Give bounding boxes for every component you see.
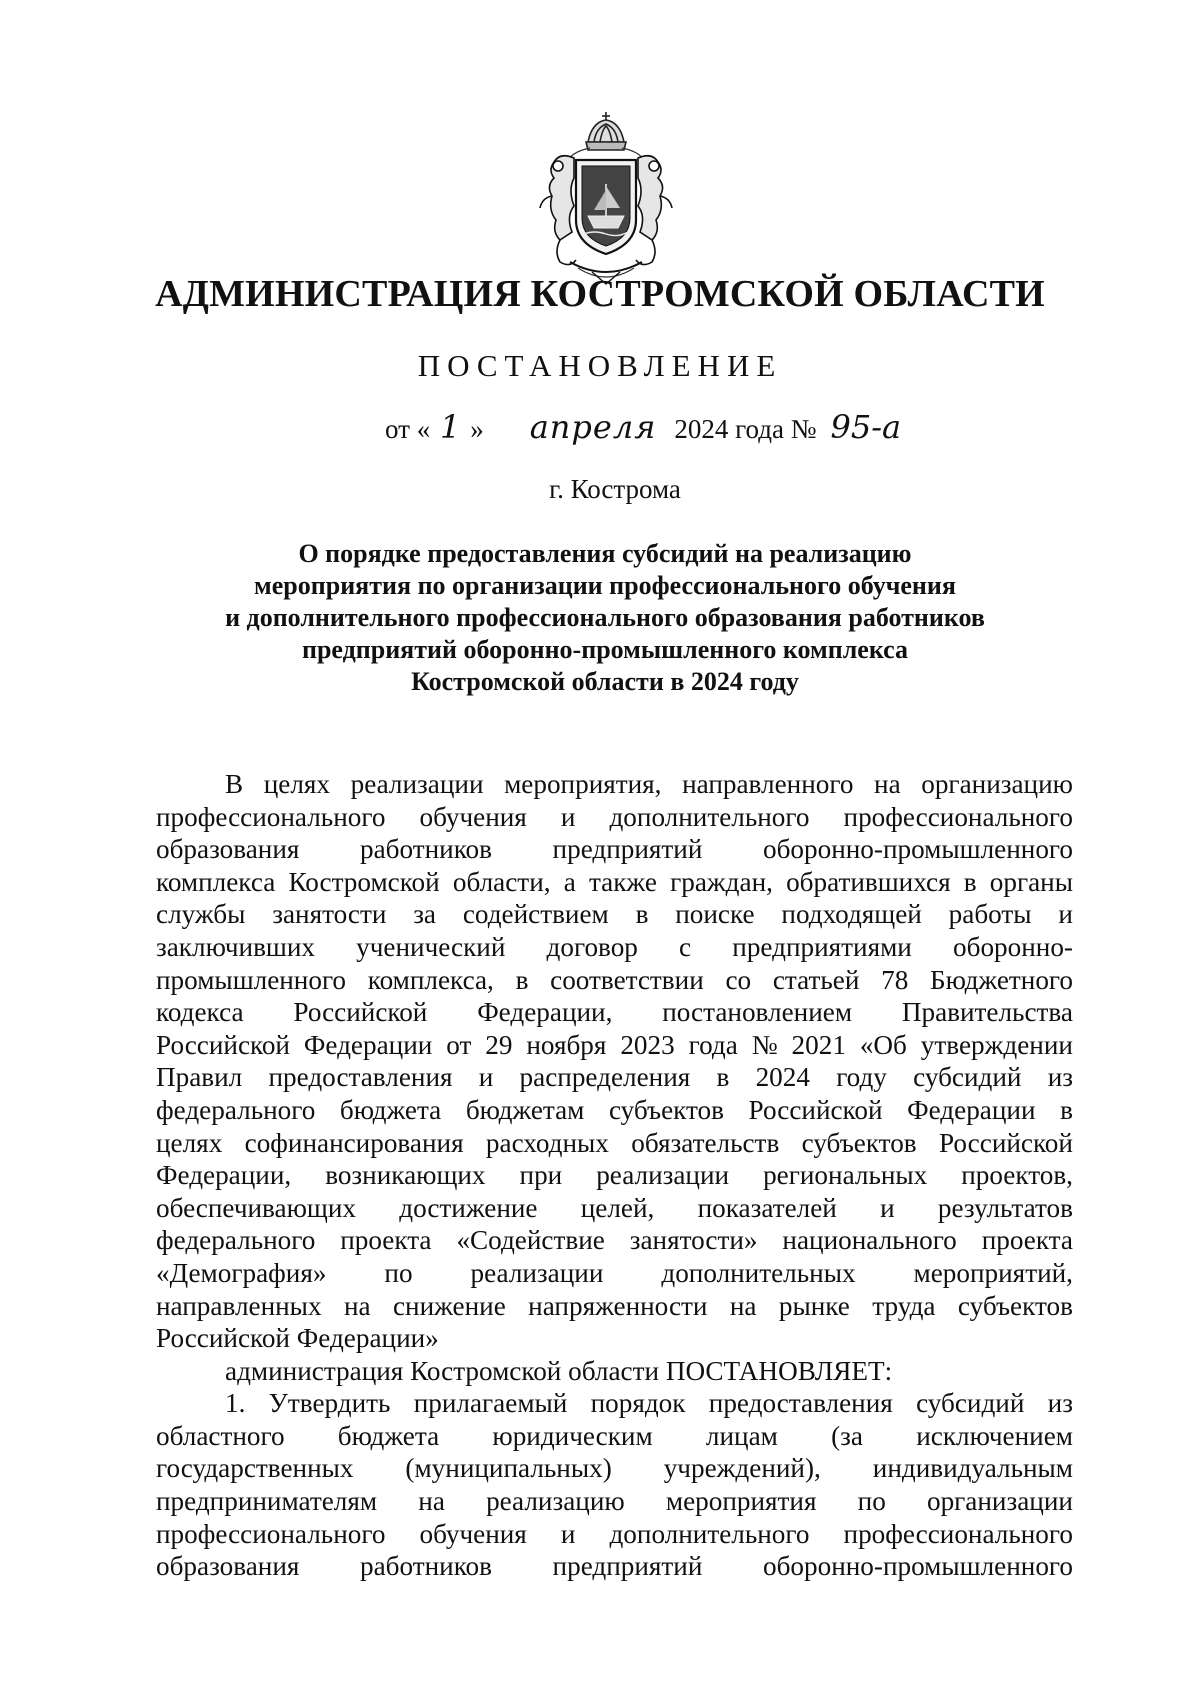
body-word: бюджетам — [465, 1094, 585, 1125]
body-line — [156, 1518, 1073, 1551]
body-line — [156, 898, 1073, 931]
body-word: области, — [452, 866, 551, 897]
body-word: предоставления — [708, 1388, 893, 1419]
kostroma-coat-of-arms-icon — [530, 112, 682, 288]
body-word: реализации — [470, 1257, 604, 1288]
body-word: направленного — [682, 769, 854, 799]
body-word: Российской — [156, 1029, 290, 1060]
body-word: работников — [360, 834, 492, 865]
body-word: дополнительного — [609, 801, 810, 832]
body-word: предприятиями — [732, 931, 912, 962]
body-word: «Демография» — [156, 1257, 327, 1288]
body-word: проекта — [340, 1225, 432, 1256]
body-line — [156, 964, 1073, 997]
date-close-quote: » — [470, 414, 484, 444]
body-line — [156, 996, 1073, 1029]
body-word: бюджета — [339, 1094, 442, 1125]
body-word: оборонно-промышленного — [763, 1551, 1073, 1582]
body-word: предпринимателям — [156, 1486, 378, 1517]
date-prefix: от « — [385, 414, 431, 444]
body-word: субъектов — [801, 1127, 917, 1158]
body-word: в — [963, 866, 977, 897]
body-word: профессионального — [156, 801, 386, 832]
body-word: Федерации, — [156, 1160, 292, 1191]
body-word: реализации — [350, 769, 484, 799]
handwritten-document-number: 95-а — [830, 408, 902, 446]
title-line: Костромской области в 2024 году — [411, 667, 799, 696]
body-word: на — [343, 1290, 371, 1321]
body-word: юридическим — [492, 1420, 653, 1451]
body-word: федерального — [156, 1094, 316, 1125]
body-word: направленных — [156, 1290, 322, 1321]
body-word: (за — [831, 1420, 863, 1451]
body-word: предоставления — [268, 1062, 453, 1093]
body-word: организации — [926, 1486, 1073, 1517]
body-word: образования — [156, 1551, 300, 1582]
body-word: № — [751, 1029, 778, 1060]
body-word: года — [688, 1029, 738, 1060]
city-name: г. Кострома — [549, 474, 681, 504]
body-line — [156, 768, 1073, 801]
date-year-and-number-label: 2024 года № — [674, 414, 817, 444]
body-word: субъектов — [608, 1094, 724, 1125]
body-word: 1. — [225, 1388, 246, 1419]
body-word: и — [1058, 899, 1073, 930]
body-word: работы — [948, 899, 1032, 930]
body-word: мероприятий, — [913, 1257, 1073, 1288]
body-word: (муниципальных) — [405, 1453, 612, 1484]
body-line — [156, 1452, 1073, 1485]
body-word: федерального — [156, 1225, 316, 1256]
body-word: порядок — [590, 1388, 686, 1419]
body-word: Утвердить — [268, 1388, 391, 1419]
body-line — [156, 1550, 1073, 1583]
body-word: 2021 — [791, 1029, 846, 1060]
body-word: и — [880, 1192, 895, 1223]
body-word: предприятий — [552, 834, 703, 865]
body-word: напряженности — [528, 1290, 708, 1321]
body-word: промышленного — [156, 964, 347, 995]
body-word: от — [446, 1029, 472, 1060]
body-word: государственных — [156, 1453, 354, 1484]
body-word: из — [1047, 1388, 1073, 1419]
body-word: в — [1060, 1094, 1073, 1125]
body-word: соответствии — [550, 964, 704, 995]
body-word: в — [716, 1062, 730, 1093]
body-word: органы — [989, 866, 1073, 897]
body-word: договор — [546, 931, 638, 962]
body-word: Федерации — [907, 1094, 1036, 1125]
body-word: 2024 — [755, 1062, 810, 1093]
body-word: со — [725, 964, 752, 995]
body-line — [156, 1094, 1073, 1127]
body-word: результатов — [937, 1192, 1073, 1223]
body-word: Костромской — [288, 866, 440, 897]
body-word: расходных — [485, 1127, 609, 1158]
body-word: граждан, — [670, 866, 773, 897]
body-word: профессионального — [843, 1518, 1073, 1549]
body-word: целей, — [580, 1192, 655, 1223]
body-word: проектов, — [961, 1160, 1073, 1191]
title-line: мероприятия по организации профессионального обучения — [254, 571, 956, 600]
body-word: труда — [872, 1290, 936, 1321]
body-line — [156, 1387, 1073, 1420]
body-word: показателей — [697, 1192, 837, 1223]
body-word: «Содействие — [456, 1225, 605, 1256]
body-word: проекта — [981, 1225, 1073, 1256]
body-word: по — [384, 1257, 413, 1288]
body-line — [156, 1127, 1073, 1160]
organization-title: АДМИНИСТРАЦИЯ КОСТРОМСКОЙ ОБЛАСТИ — [155, 273, 1045, 315]
body-word: целях — [156, 1127, 223, 1158]
body-word: дополнительного — [609, 1518, 810, 1549]
body-word: службы — [156, 899, 246, 930]
body-line — [156, 1485, 1073, 1518]
body-line — [156, 1061, 1073, 1094]
body-word: кодекса — [156, 997, 244, 1028]
body-word: Правительства — [901, 997, 1073, 1028]
title-line: и дополнительного профессионального образования работников — [225, 603, 985, 632]
body-word: и — [560, 801, 576, 832]
body-word: реализации — [596, 1160, 730, 1191]
body-word: распределения — [519, 1062, 691, 1093]
body-word: реализацию — [486, 1486, 625, 1517]
body-line: Российской Федерации» — [156, 1323, 439, 1354]
body-word: Российской — [748, 1094, 883, 1125]
body-word: бюджета — [337, 1420, 440, 1451]
body-word: лицам — [705, 1420, 778, 1451]
body-word: региональных — [763, 1160, 928, 1191]
body-word: мероприятия — [665, 1486, 817, 1517]
body-word: в — [515, 964, 529, 995]
body-word: обратившихся — [786, 866, 951, 897]
body-word: комплекса, — [367, 964, 494, 995]
body-word: дополнительных — [661, 1257, 856, 1288]
body-word: в — [635, 899, 649, 930]
body-word: прилагаемый — [413, 1388, 568, 1419]
document-type: ПОСТАНОВЛЕНИЕ — [417, 348, 783, 383]
body-word: мероприятия, — [504, 769, 662, 799]
body-line — [156, 1290, 1073, 1323]
body-word: Российской — [938, 1127, 1073, 1158]
body-word: содействием — [462, 899, 609, 930]
body-line — [156, 1159, 1073, 1192]
body-line — [156, 801, 1073, 834]
body-word: обучения — [419, 801, 527, 832]
body-word: подходящей — [781, 899, 922, 930]
document-title — [160, 538, 1050, 698]
body-word: 2023 — [620, 1029, 675, 1060]
body-line — [156, 1224, 1073, 1257]
body-word: оборонно-промышленного — [763, 834, 1073, 865]
body-word: исключением — [916, 1420, 1073, 1451]
body-word: образования — [156, 834, 300, 865]
title-line: предприятий оборонно-промышленного комплекса — [301, 635, 909, 664]
body-word: с — [679, 931, 692, 962]
body-word: и — [560, 1518, 576, 1549]
body-word: при — [519, 1160, 563, 1191]
body-word: статьей — [772, 964, 860, 995]
body-line — [156, 1420, 1073, 1453]
body-word: Федерации, — [477, 997, 613, 1028]
body-word: Бюджетного — [930, 964, 1073, 995]
body-word: профессионального — [843, 801, 1073, 832]
body-line: администрация Костромской области ПОСТАНОВЛЯЕТ: — [225, 1355, 893, 1386]
body-line — [156, 833, 1073, 866]
body-word: достижение — [399, 1192, 538, 1223]
body-word: «Об — [859, 1029, 907, 1060]
body-word: году — [836, 1062, 887, 1093]
body-word: индивидуальным — [872, 1453, 1073, 1484]
handwritten-day: 1 — [440, 408, 461, 446]
document-body — [156, 768, 1073, 1583]
body-word: и — [478, 1062, 494, 1093]
body-word: снижение — [392, 1290, 506, 1321]
body-word: 78 — [881, 964, 909, 995]
body-word: постановлением — [662, 997, 853, 1028]
body-word: занятости» — [629, 1225, 758, 1256]
body-word: областного — [156, 1420, 285, 1451]
body-word: Российской — [293, 997, 428, 1028]
body-line — [156, 931, 1073, 964]
body-word: ученический — [356, 931, 506, 962]
body-word: национального — [782, 1225, 957, 1256]
body-line — [156, 1029, 1073, 1062]
body-word: за — [413, 899, 436, 930]
document-date-line — [385, 408, 901, 446]
handwritten-month: апреля — [529, 408, 657, 446]
body-word: обучения — [419, 1518, 527, 1549]
body-word: по — [857, 1486, 886, 1517]
body-word: поиске — [675, 899, 755, 930]
body-word: оборонно- — [953, 931, 1073, 962]
body-line — [156, 1192, 1073, 1225]
body-word: Федерации — [303, 1029, 433, 1060]
body-word: организацию — [921, 769, 1073, 799]
body-word: В — [225, 769, 244, 799]
body-word: из — [1047, 1062, 1073, 1093]
body-word: профессионального — [156, 1518, 386, 1549]
body-word: утверждении — [920, 1029, 1073, 1060]
body-word: а — [563, 866, 576, 897]
body-word: на — [418, 1486, 445, 1517]
body-word: возникающих — [325, 1160, 486, 1191]
body-word: занятости — [272, 899, 387, 930]
body-word: также — [588, 866, 657, 897]
body-word: субсидий — [913, 1062, 1022, 1093]
body-word: рынке — [778, 1290, 850, 1321]
body-word: Правил — [156, 1062, 243, 1093]
body-word: целях — [263, 769, 331, 799]
body-line — [156, 866, 1073, 899]
body-word: на — [729, 1290, 757, 1321]
body-word: обеспечивающих — [156, 1192, 356, 1223]
body-word: обязательств — [631, 1127, 780, 1158]
body-word: субъектов — [957, 1290, 1073, 1321]
body-word: 29 — [485, 1029, 513, 1060]
body-line — [156, 1257, 1073, 1290]
body-word: учреждений), — [663, 1453, 821, 1484]
title-line: О порядке предоставления субсидий на реализацию — [298, 539, 912, 568]
body-word: софинансирования — [244, 1127, 464, 1158]
body-word: субсидий — [916, 1388, 1025, 1419]
body-word: заключивших — [156, 931, 315, 962]
body-word: на — [874, 769, 901, 799]
body-word: ноября — [526, 1029, 607, 1060]
body-word: комплекса — [156, 866, 276, 897]
body-word: предприятий — [552, 1551, 703, 1582]
body-word: работников — [360, 1551, 492, 1582]
